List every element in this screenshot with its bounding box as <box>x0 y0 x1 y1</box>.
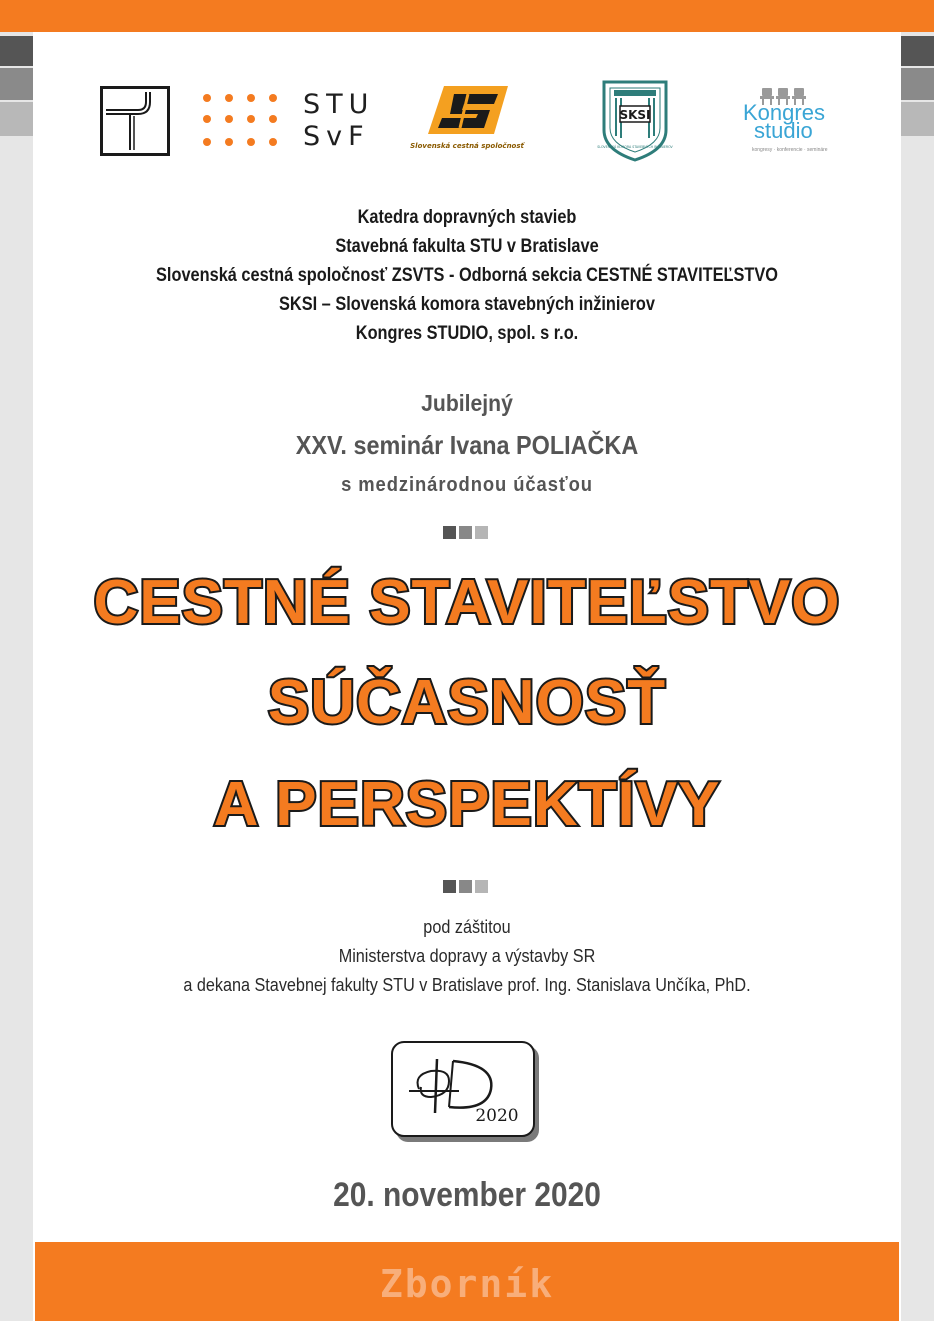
kongres-tagline: kongresy · konferencie · semináre <box>752 147 828 153</box>
organizer-line: Kongres STUDIO, spol. s r.o. <box>355 323 579 344</box>
organizer-line: Katedra dopravných stavieb <box>357 207 577 228</box>
main-title-line-1: CESTNÉ STAVITEĽSTVO <box>93 568 841 637</box>
side-block-light <box>901 102 934 136</box>
side-block-mid <box>0 68 33 100</box>
slovenska-cestna-spolocnost-logo <box>410 80 524 164</box>
svf-text: SvF <box>303 121 370 152</box>
sksi-logo <box>598 78 672 162</box>
stu-svf-logo <box>203 89 378 154</box>
patronage-ministry: Ministerstva dopravy a výstavby SR <box>338 946 596 966</box>
organizer-line: Slovenská cestná spoločnosť ZSVTS - Odborná sekcia CESTNÉ STAVITEĽSTVO <box>156 265 778 286</box>
organizers-list <box>100 203 834 348</box>
divider-squares <box>443 880 491 894</box>
seminar-name: XXV. seminár Ivana POLIAČKA <box>295 430 639 460</box>
event-date: 20. november 2020 <box>333 1176 601 1214</box>
studio-word: studio <box>754 118 813 143</box>
seminar-jubilee: Jubilejný <box>421 390 513 416</box>
kongres-studio-logo <box>740 86 836 160</box>
organizer-line: SKSI – Slovenská komora stavebných inžinierov <box>279 294 655 315</box>
seminar-logo-year: 2020 <box>475 1106 519 1126</box>
seminar-international: s medzinárodnou účasťou <box>341 474 593 496</box>
patronage-dean: a dekana Stavebnej fakulty STU v Bratislave prof. Ing. Stanislava Unčíka, PhD. <box>183 975 751 995</box>
katedra-logo <box>100 86 170 156</box>
organizer-line: Stavebná fakulta STU v Bratislave <box>335 236 599 257</box>
footer-label: Zborník <box>379 1262 555 1306</box>
side-block-light <box>0 102 33 136</box>
divider-squares <box>443 526 491 540</box>
stu-text: STU <box>303 89 375 120</box>
main-title-line-2: SÚČASNOSŤ <box>267 668 667 737</box>
seminar-logo <box>391 1041 541 1144</box>
sksi-ring-text: SLOVENSKÁ KOMORA STAVEBNÝCH INŽINIEROV <box>597 145 673 149</box>
side-block-mid <box>901 68 934 100</box>
side-block-dark <box>0 36 33 66</box>
main-title-line-3: A PERSPEKTÍVY <box>213 770 721 839</box>
side-block-dark <box>901 36 934 66</box>
patronage-intro: pod záštitou <box>423 917 511 937</box>
top-orange-bar <box>0 0 934 32</box>
sc-caption: Slovenská cestná spoločnosť <box>410 142 524 150</box>
sksi-mark: SKSI <box>619 108 651 122</box>
kongres-word: Kongres <box>743 100 825 125</box>
